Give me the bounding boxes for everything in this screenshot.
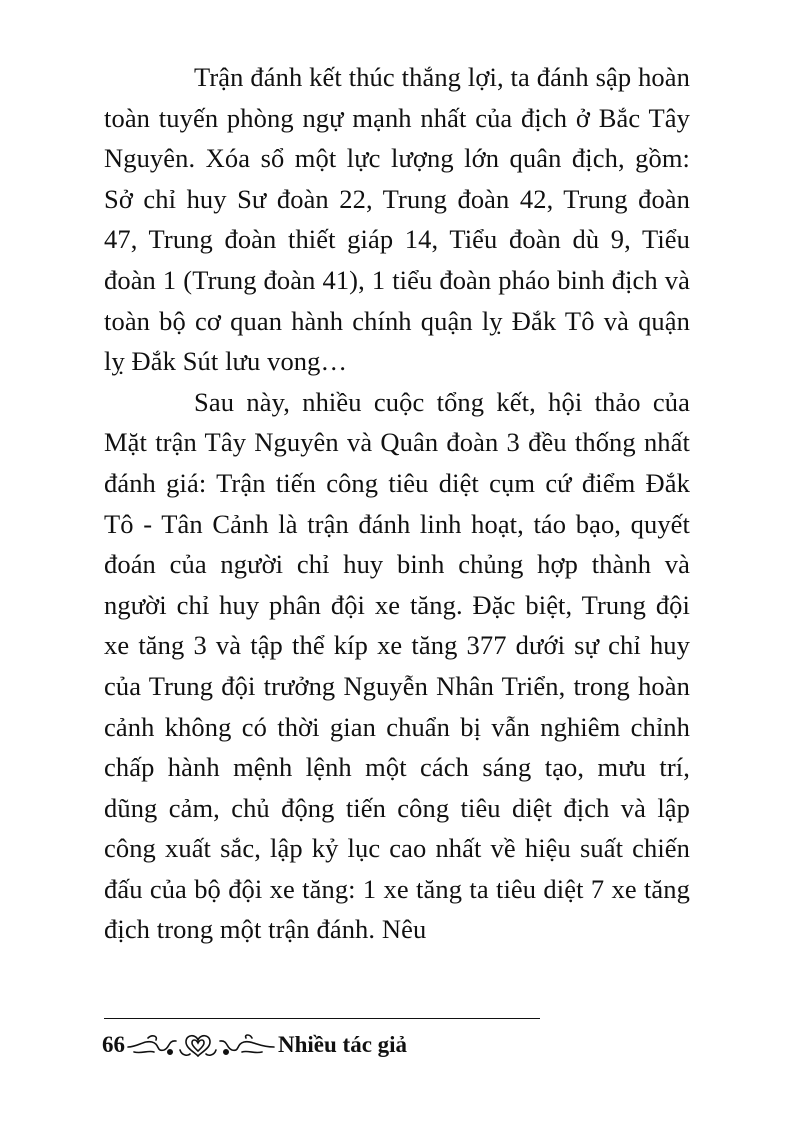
scroll-flourish-icon (126, 1028, 276, 1062)
body-text (104, 57, 690, 950)
footer-divider (104, 1018, 540, 1019)
paragraph-assessment: Sau này, nhiều cuộc tổng kết, hội thảo của Mặt trận Tây Nguyên và Quân đoàn 3 đều thống nhất đánh giá: Trận tiến công tiêu diệt cụm cứ điểm Đắk Tô - Tân Cảnh là trận đánh linh hoạt, táo bạo, quyết đoán của người chỉ huy binh chủng hợp thành và người chỉ huy phân đội xe tăng. Đặc biệt, Trung đội xe tăng 3 và tập thể kíp xe tăng 377 dưới sự chỉ huy của Trung đội trưởng Nguyễn Nhân Triển, trong hoàn cảnh không có thời gian chuẩn bị vẫn nghiêm chỉnh chấp hành mệnh lệnh một cách sáng tạo, mưu trí, dũng cảm, chủ động tiến công tiêu diệt địch và lập công xuất sắc, lập kỷ lục cao nhất về hiệu suất chiến đấu của bộ đội xe tăng: 1 xe tăng ta tiêu diệt 7 xe tăng địch trong một trận đánh. Nêu (104, 386, 690, 945)
author-credit: Nhiều tác giả (278, 1032, 408, 1057)
paragraph-battle-result: Trận đánh kết thúc thắng lợi, ta đánh sập hoàn toàn tuyến phòng ngự mạnh nhất của địch ở Bắc Tây Nguyên. Xóa sổ một lực lượng lớn quân địch, gồm: Sở chỉ huy Sư đoàn 22, Trung đoàn 42, Trung đoàn 47, Trung đoàn thiết giáp 14, Tiểu đoàn dù 9, Tiểu đoàn 1 (Trung đoàn 41), 1 tiểu đoàn pháo binh địch và toàn bộ cơ quan hành chính quận lỵ Đắk Tô và quận lỵ Đắk Sút lưu vong… (104, 62, 690, 377)
page-number: 66 (102, 1032, 125, 1057)
page-footer (102, 1025, 407, 1065)
